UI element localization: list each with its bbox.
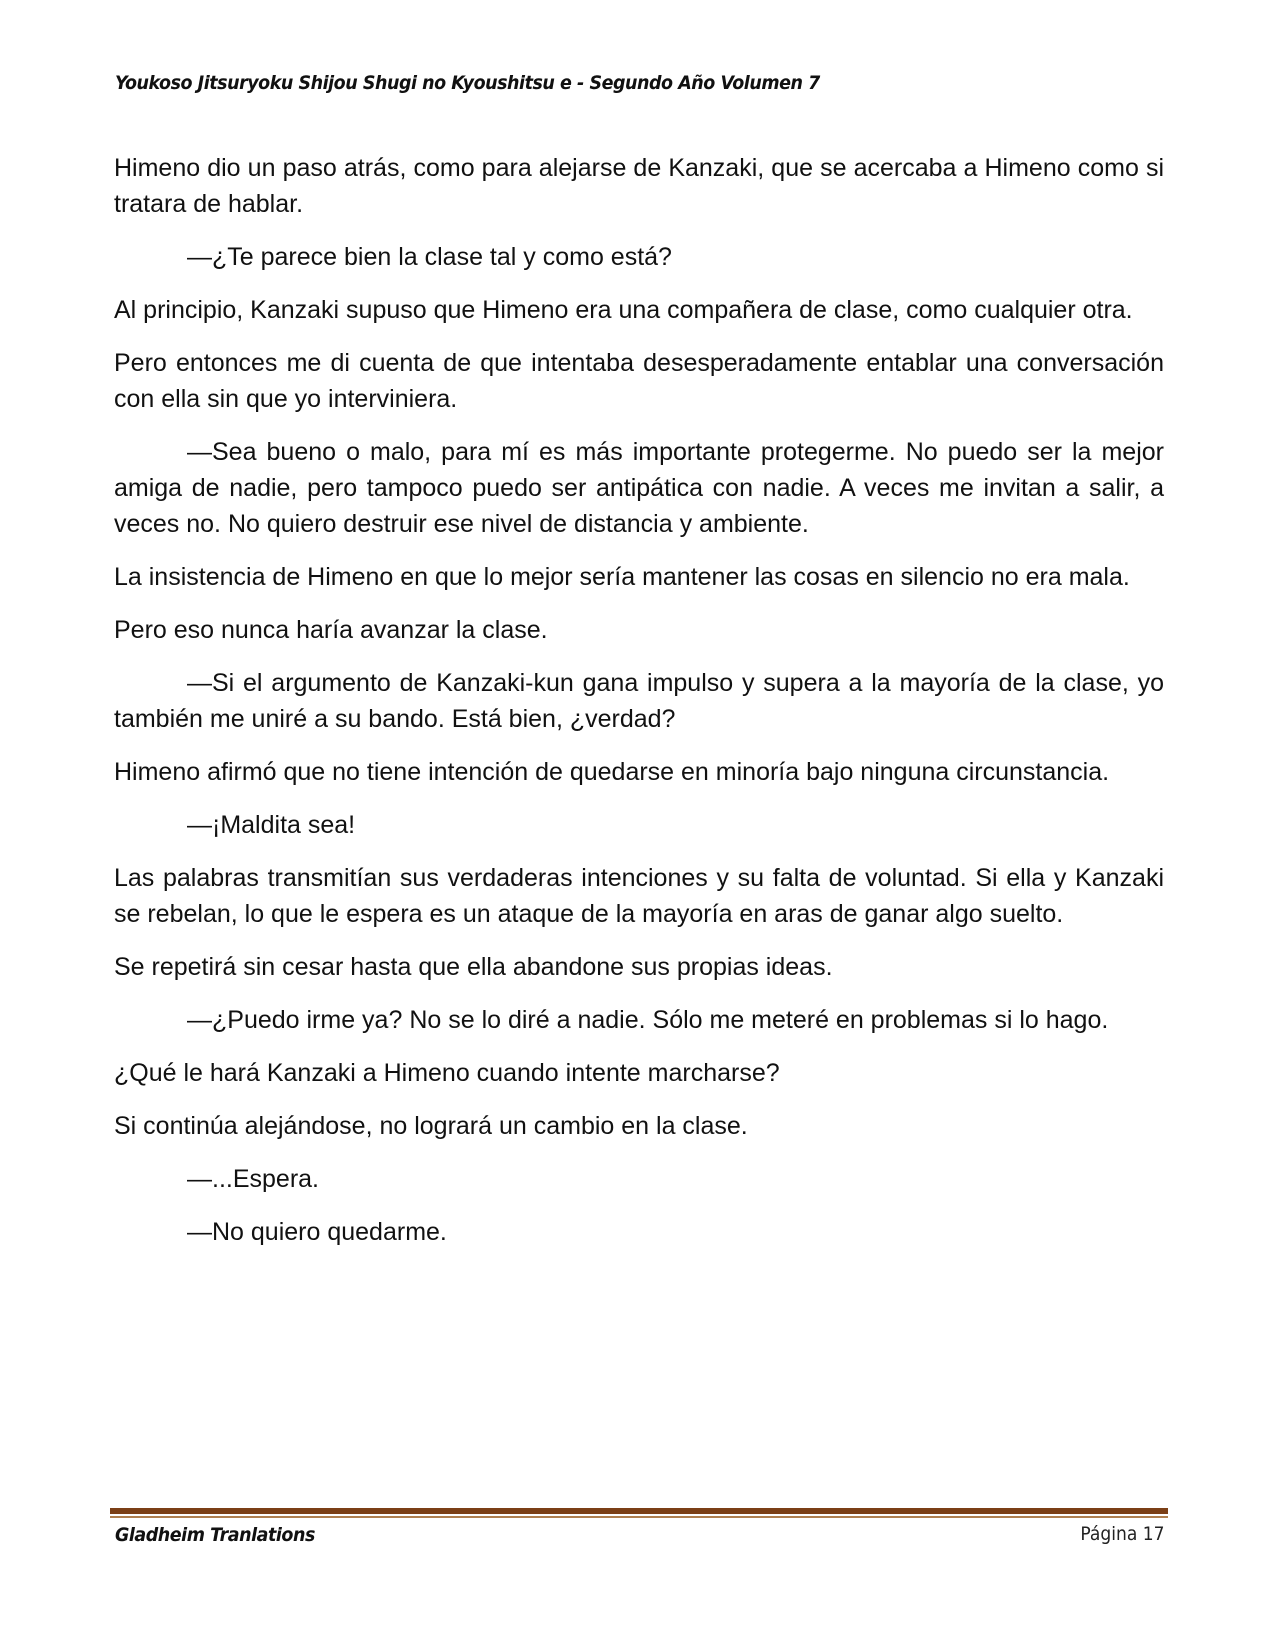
dialogue-paragraph: —¿Te parece bien la clase tal y como está? [187,243,672,271]
page-number: Página 17 [1079,1523,1164,1545]
paragraph: Pero entonces me di cuenta de que intentaba desesperadamente entablar una conversación con ella sin que yo interviniera. [114,349,1164,413]
paragraph: Las palabras transmitían sus verdaderas intenciones y su falta de voluntad. Si ella y Kanzaki se rebelan, lo que le espera es un ataque de la mayoría en aras de ganar algo suelto. [114,864,1164,928]
dialogue-paragraph: —No quiero quedarme. [187,1218,447,1246]
paragraph: Se repetirá sin cesar hasta que ella abandone sus propias ideas. [114,953,833,981]
paragraph: Himeno afirmó que no tiene intención de quedarse en minoría bajo ninguna circunstancia. [114,758,1110,786]
dialogue-paragraph: —Si el argumento de Kanzaki-kun gana impulso y supera a la mayoría de la clase, yo también me uniré a su bando. Está bien, ¿verdad? [114,669,1164,733]
paragraph: Himeno dio un paso atrás, como para alejarse de Kanzaki, que se acercaba a Himeno como si tratara de hablar. [114,154,1164,218]
paragraph: Al principio, Kanzaki supuso que Himeno era una compañera de clase, como cualquier otra. [114,296,1133,324]
footer-translator: Gladheim Tranlations [115,1524,315,1546]
paragraph: Pero eso nunca haría avanzar la clase. [114,616,548,644]
paragraph: Si continúa alejándose, no logrará un cambio en la clase. [114,1112,748,1140]
document-body [114,150,1164,1267]
paragraph: La insistencia de Himeno en que lo mejor sería mantener las cosas en silencio no era mala. [114,563,1130,591]
footer-rule [110,1508,1168,1514]
dialogue-paragraph: —¿Puedo irme ya? No se lo diré a nadie. Sólo me meteré en problemas si lo hago. [187,1006,1109,1034]
footer-rule-thin [110,1516,1168,1518]
paragraph: ¿Qué le hará Kanzaki a Himeno cuando intente marcharse? [114,1059,780,1087]
dialogue-paragraph: —¡Maldita sea! [187,811,356,839]
running-header: Youkoso Jitsuryoku Shijou Shugi no Kyoushitsu e - Segundo Año Volumen 7 [115,72,820,94]
dialogue-paragraph: —Sea bueno o malo, para mí es más importante protegerme. No puedo ser la mejor amiga de nadie, pero tampoco puedo ser antipática con nadie. A veces me invitan a salir, a veces no. No quiero destruir ese nivel de distancia y ambiente. [114,438,1164,538]
dialogue-paragraph: —...Espera. [187,1165,319,1193]
